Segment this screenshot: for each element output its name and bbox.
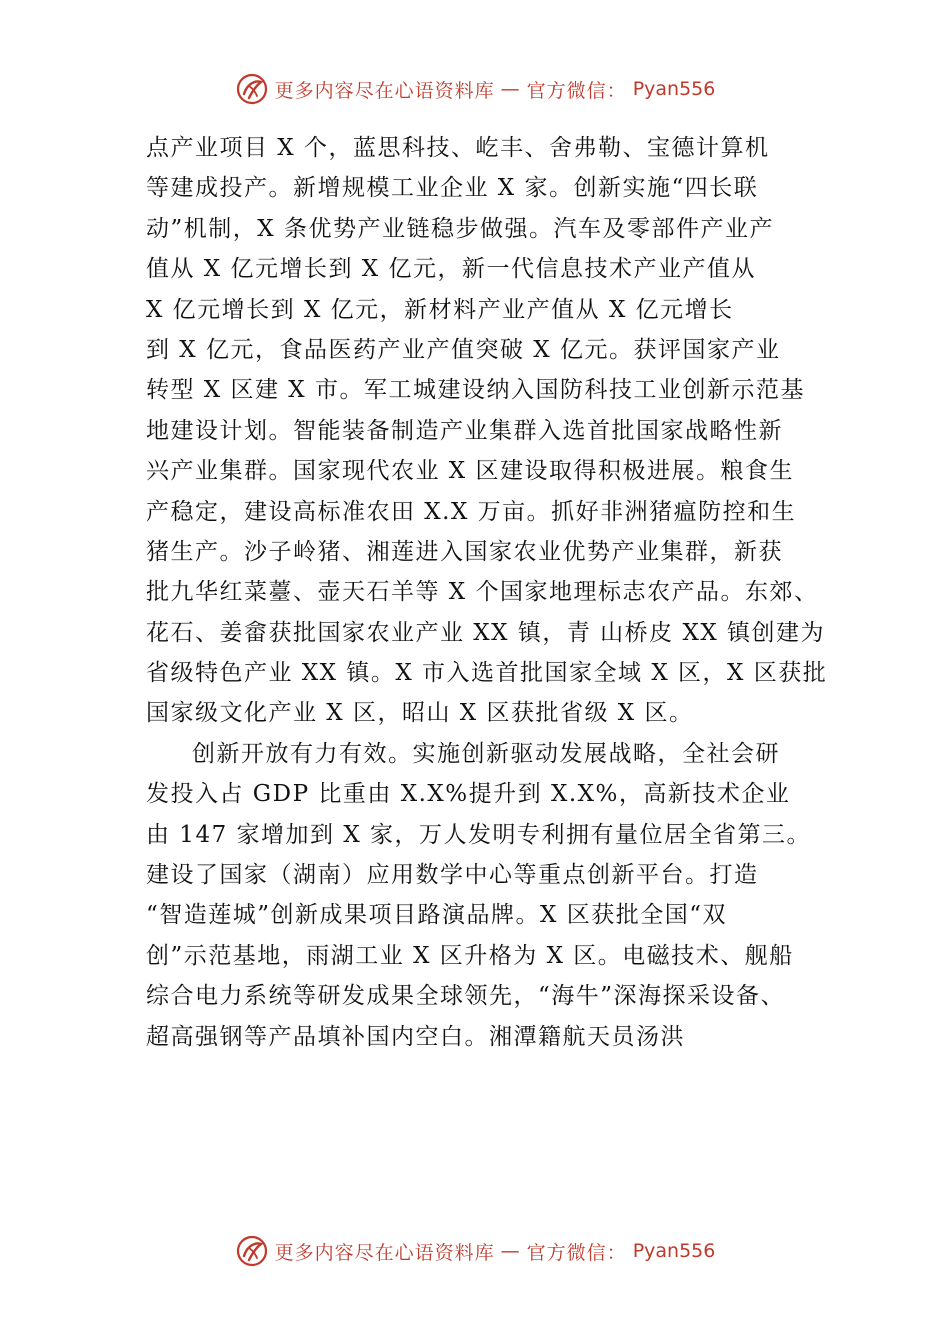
brand-logo-icon	[235, 72, 269, 106]
text-line: 等建成投产。新增规模工业企业 X 家。创新实施“四长联	[146, 175, 759, 202]
text-line: 点产业项目 X 个，蓝思科技、屹丰、舍弗勒、宝德计算机	[146, 135, 770, 161]
text-line: 由 147 家增加到 X 家，万人发明专利拥有量位居全省第三。	[146, 821, 812, 848]
text-line: 动”机制，X 条优势产业链稳步做强。汽车及零部件产业产	[146, 215, 774, 242]
text-line: 国家级文化产业 X 区，昭山 X 区获批省级 X 区。	[146, 700, 694, 727]
header-watermark	[0, 72, 950, 106]
brand-logo-icon	[235, 1234, 269, 1268]
text-line: 到 X 亿元，食品医药产业产值突破 X 亿元。获评国家产业	[146, 336, 781, 363]
watermark-separator: —	[500, 78, 521, 100]
text-line: X 亿元增长到 X 亿元，新材料产业产值从 X 亿元增长	[146, 296, 734, 323]
text-line: 建设了国家（湖南）应用数学中心等重点创新平台。打造	[146, 862, 759, 889]
watermark-wechat-id: Pyan556	[632, 78, 716, 100]
text-line: 花石、姜畲获批国家农业产业 XX 镇，青 山桥皮 XX 镇创建为	[146, 619, 826, 646]
text-line: 省级特色产业 XX 镇。X 市入选首批国家全域 X 区，X 区获批	[146, 660, 828, 687]
watermark-separator: —	[500, 1240, 521, 1262]
text-line: 转型 X 区建 X 市。军工城建设纳入国防科技工业创新示范基	[146, 377, 805, 404]
text-line: 发投入占 GDP 比重由 X.X%提升到 X.X%，高新技术企业	[146, 781, 791, 808]
text-line: 兴产业集群。国家现代农业 X 区建设取得积极进展。粮食生	[146, 458, 794, 485]
text-line: “智造莲城”创新成果项目路演品牌。X 区获批全国“双	[146, 902, 727, 929]
watermark-main-text: 更多内容尽在心语资料库	[274, 79, 495, 102]
text-line: 综合电力系统等研发成果全球领先，“海牛”深海探采设备、	[146, 983, 786, 1010]
document-body	[146, 128, 828, 1057]
text-line: 值从 X 亿元增长到 X 亿元，新一代信息技术产业产值从	[146, 256, 756, 283]
paragraph-innovation	[146, 734, 814, 1057]
text-line: 地建设计划。智能装备制造产业集群入选首批国家战略性新	[146, 417, 783, 444]
paragraph-industry	[146, 128, 828, 734]
text-line: 超高强钢等产品填补国内空白。湘潭籍航天员汤洪	[146, 1023, 685, 1050]
text-line: 产稳定，建设高标准农田 X.X 万亩。抓好非洲猪瘟防控和生	[146, 498, 797, 525]
watermark-main-text: 更多内容尽在心语资料库	[274, 1241, 495, 1264]
text-line: 猪生产。沙子岭猪、湘莲进入国家农业优势产业集群，新获	[146, 538, 783, 565]
watermark-wechat-label: 官方微信：	[526, 1241, 627, 1264]
footer-watermark	[0, 1234, 950, 1268]
watermark-wechat-label: 官方微信：	[526, 79, 627, 102]
watermark-wechat-id: Pyan556	[632, 1240, 716, 1262]
text-line: 创”示范基地，雨湖工业 X 区升格为 X 区。电磁技术、舰船	[146, 942, 794, 969]
text-line: 创新开放有力有效。实施创新驱动发展战略，全社会研	[192, 740, 780, 767]
text-line: 批九华红菜薹、壶天石羊等 X 个国家地理标志农产品。东郊、	[146, 579, 819, 606]
